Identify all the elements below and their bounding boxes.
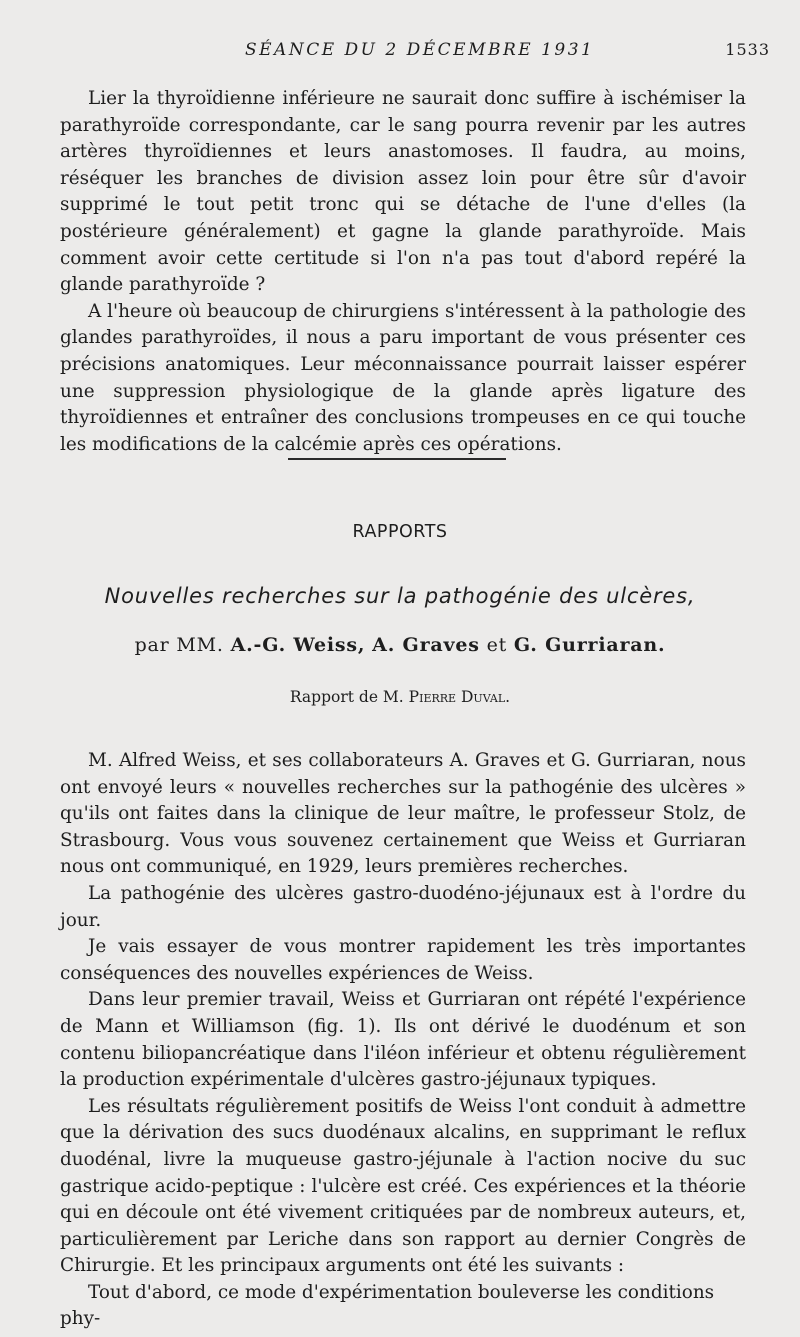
article-title: Nouvelles recherches sur la pathogénie des ulcères, (104, 584, 696, 608)
paragraph: A l'heure où beaucoup de chirurgiens s'intéressent à la pathologie des glandes parathyroïdes, il nous a paru important de vous présenter ces précisions anatomiques. Leur méconnaissance pourrait laisser espérer une suppression physiologique de la glande après ligature des thyroïdiennes et entraîner des conclusions trompeuses en ce qui touche les modifications de la calcémie après ces opérations. (60, 300, 746, 455)
paragraph: Tout d'abord, ce mode d'expérimentation bouleverse les conditions phy- (60, 1281, 715, 1330)
reporter-name: Pierre Duval. (408, 688, 511, 706)
author-name: A. Graves (372, 634, 480, 656)
article-authors (0, 634, 800, 656)
paragraph: La pathogénie des ulcères gastro-duodéno-jéjunaux est à l'ordre du jour. (60, 882, 746, 931)
paragraph: Les résultats régulièrement positifs de Weiss l'ont conduit à admettre que la dérivation des sucs duodénaux alcalins, en supprimant le reflux duodénal, livre la muqueuse gastro-jéjunale à l'action nocive du suc gastrique acido-peptique : l'ulcère est créé. Ces expériences et la théorie qui en découle ont été vivement critiquées par de nombreux auteurs, et, particulièrement par Leriche dans son rapport au dernier Congrès de Chirurgie. Et les principaux arguments ont été les suivants : (60, 1095, 746, 1277)
paragraph: Je vais essayer de vous montrer rapidement les très importantes conséquences des nouvelles expériences de Weiss. (60, 936, 746, 984)
authors-prefix: par MM. (134, 634, 224, 656)
page-number: 1533 (725, 40, 770, 59)
section-divider (288, 458, 506, 460)
report-body (60, 748, 746, 1333)
report-byline (0, 688, 800, 706)
reporter-prefix: Rapport de M. (289, 688, 404, 706)
author-name: A.-G. Weiss, (230, 634, 366, 656)
paragraph: Dans leur premier travail, Weiss et Gurriaran ont répété l'expérience de Mann et Williamson (fig. 1). Ils ont dérivé le duodénum et son contenu biliopancréatique dans l'iléon inférieur et obtenu régulièrement la production expérimentale d'ulcères gastro-jéjunaux typiques. (60, 989, 746, 1091)
running-header (60, 40, 770, 68)
running-title: SÉANCE DU 2 DÉCEMBRE 1931 (245, 40, 595, 60)
intro-text (60, 86, 746, 458)
section-title: RAPPORTS (352, 522, 448, 542)
paragraph: M. Alfred Weiss, et ses collaborateurs A. Graves et G. Gurriaran, nous ont envoyé leurs « nouvelles recherches sur la pathogénie des ulcères » qu'ils ont faites dans la clinique de leur maître, le professeur Stolz, de Strasbourg. Vous vous souvenez certainement que Weiss et Gurriaran nous ont communiqué, en 1929, leurs premières recherches. (60, 750, 746, 878)
author-name: G. Gurriaran. (513, 634, 666, 656)
authors-join: et (486, 634, 508, 656)
paragraph: Lier la thyroïdienne inférieure ne saurait donc suffire à ischémiser la parathyroïde correspondante, car le sang pourra revenir par les autres artères thyroïdiennes et leurs anastomoses. Il faudra, au moins, réséquer les branches de division assez loin pour être sûr d'avoir supprimé le tout petit tronc qui se détache de l'une d'elles (la postérieure généralement) et gagne la glande parathyroïde. Mais comment avoir cette certitude si l'on n'a pas tout d'abord repéré la glande parathyroïde ? (60, 88, 746, 296)
